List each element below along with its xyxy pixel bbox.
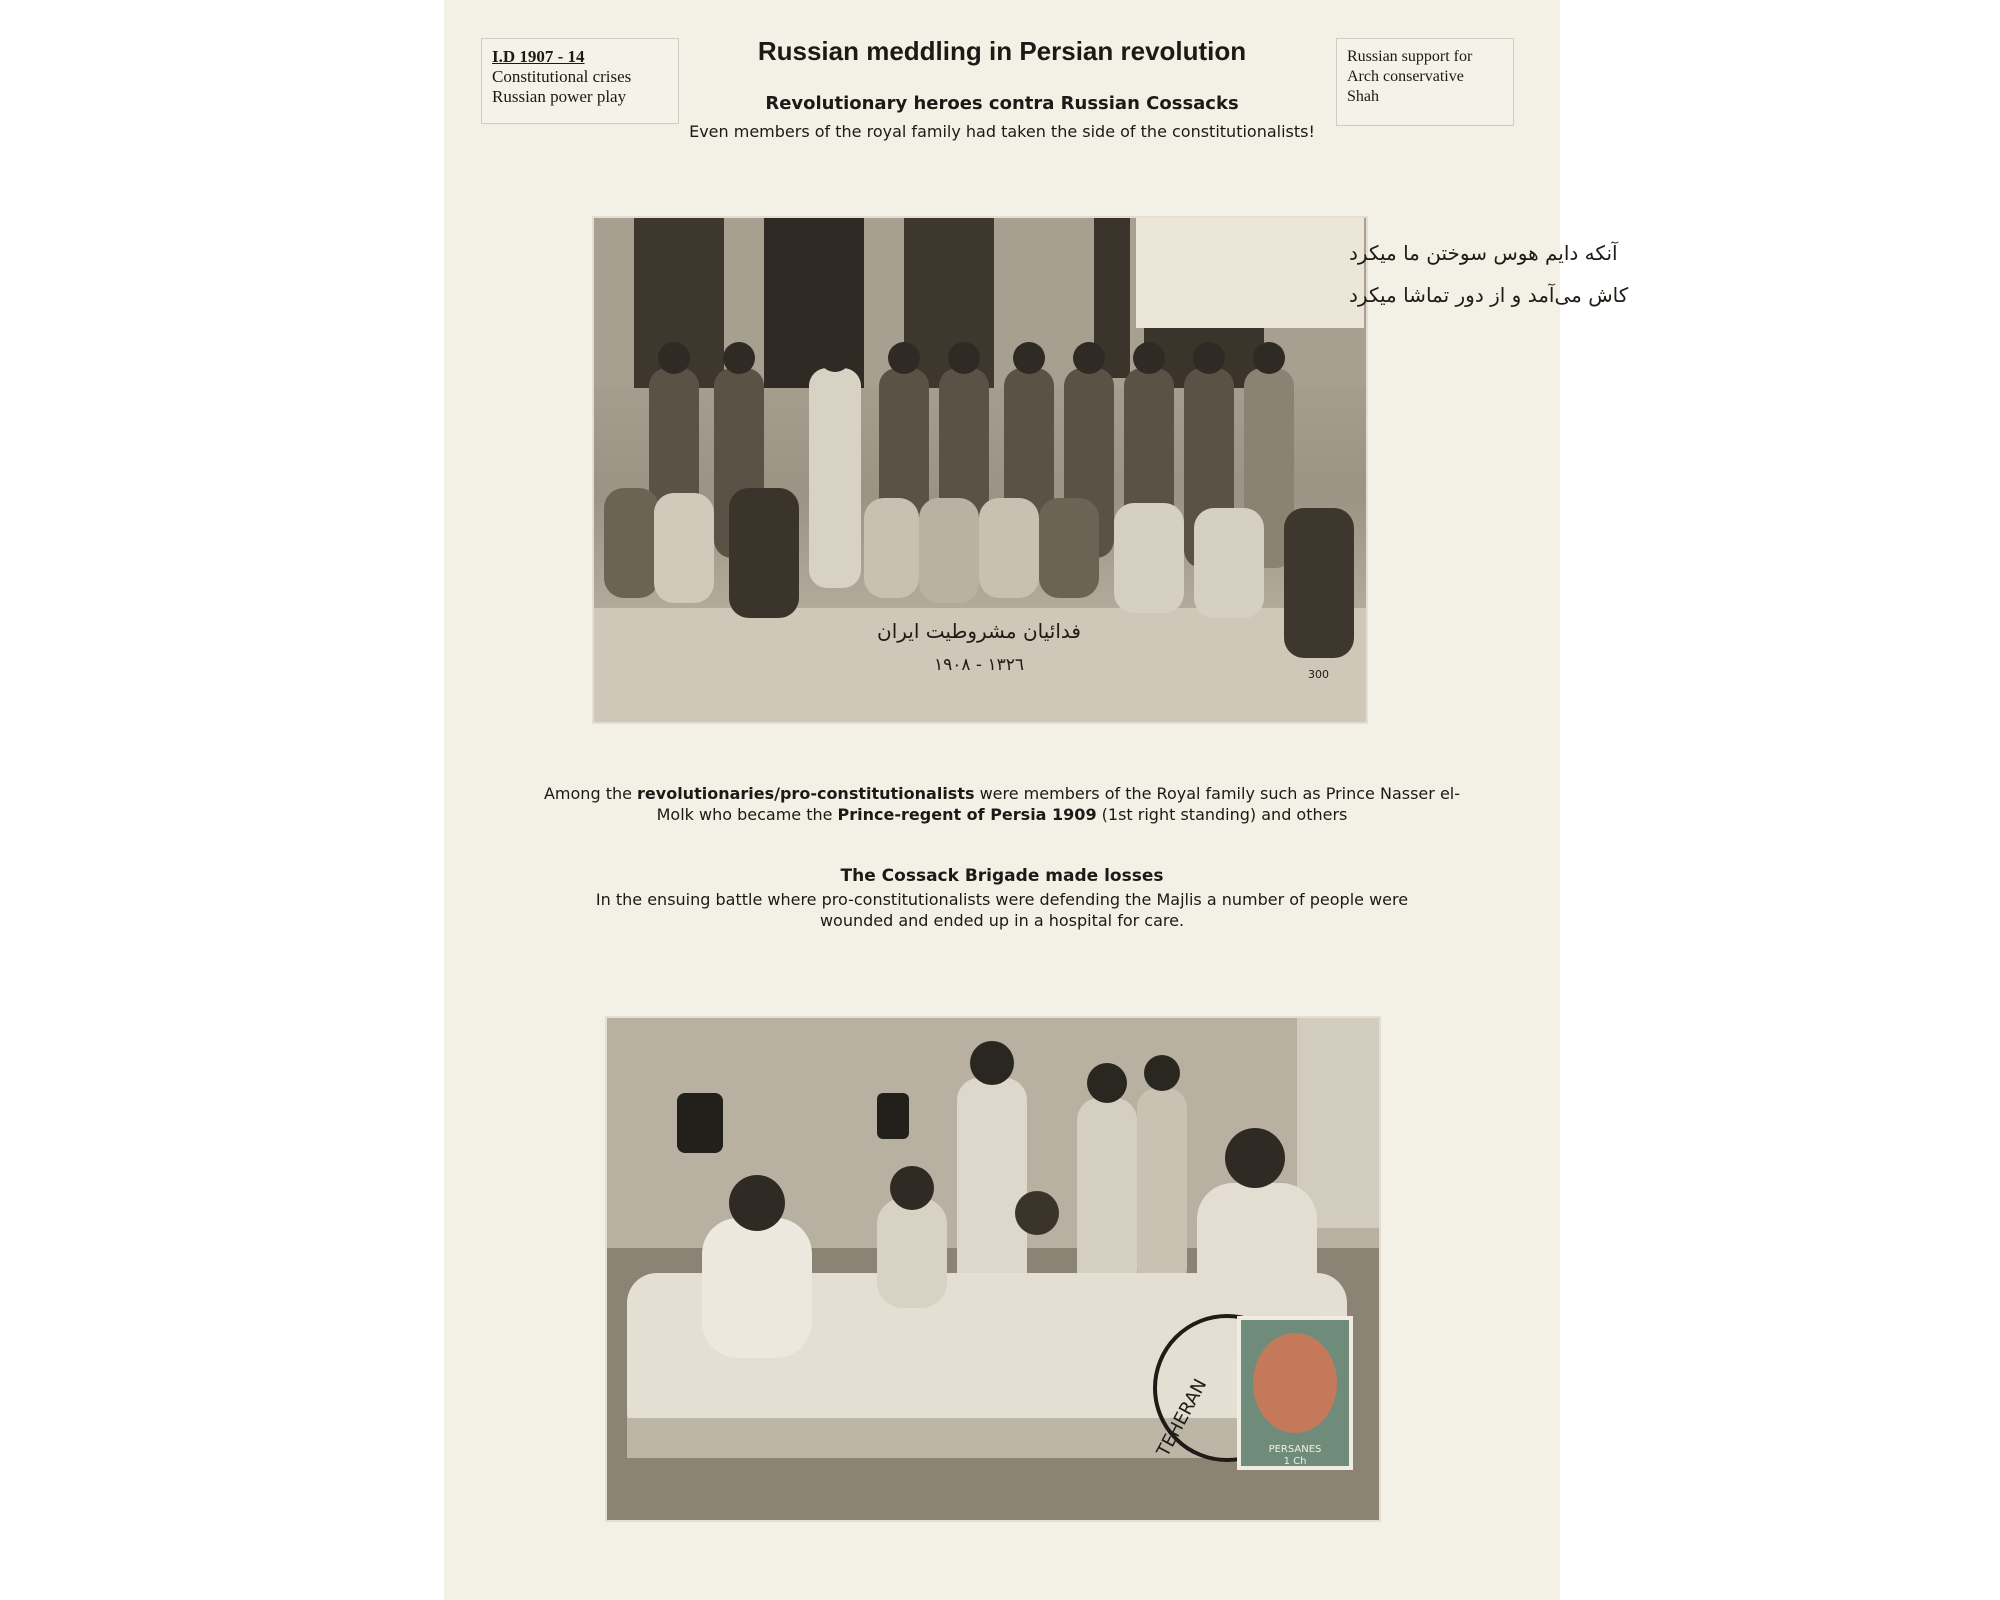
section2-line1 <box>444 783 1560 804</box>
revolutionaries-emphasis: revolutionaries/pro-constitutionalists <box>637 784 975 803</box>
id-topic-2: Russian power play <box>492 87 627 106</box>
photo-years: ١٣٢٦ - ١٩٠٨ <box>933 655 1025 675</box>
revolutionaries-photo <box>594 218 1629 722</box>
section3-heading: The Cossack Brigade made losses <box>840 866 1164 886</box>
section2-text-c: were members of the Royal family such as Prince Nasser el- <box>974 784 1460 803</box>
section2-text-a: Among the <box>543 784 638 803</box>
inscription-line-1: آنکه دایم هوس سوختن ما میکرد <box>1349 241 1618 265</box>
hospital-postcard <box>605 1016 1381 1522</box>
stamp-value: 1 Ch <box>1283 1456 1307 1467</box>
theme-line-3: Shah <box>1347 88 1379 105</box>
postcard-number: 300 <box>1308 668 1329 681</box>
id-label: I.D 1907 - 14 <box>492 47 585 66</box>
inscription-line-2: کاش می‌آمد و از دور تماشا میکرد <box>1349 283 1629 307</box>
page-title: Russian meddling in Persian revolution <box>757 36 1247 66</box>
section1-heading: Revolutionary heroes contra Russian Cossacks <box>765 93 1239 114</box>
section3-line2: wounded and ended up in a hospital for care. <box>819 911 1185 930</box>
album-page <box>444 0 1629 1600</box>
section2-text-f: (1st right standing) and others <box>1096 805 1348 824</box>
theme-line-2: Arch conservative <box>1347 68 1464 85</box>
theme-line-1: Russian support for <box>1347 48 1473 65</box>
photo-caption: فدائیان مشروطیت ایران <box>877 619 1081 643</box>
section3-line1: In the ensuing battle where pro-constitutionalists were defending the Majlis a number of people were <box>595 890 1409 909</box>
section2-line2 <box>444 804 1560 825</box>
id-topic-1: Constitutional crises <box>492 67 632 86</box>
stamp-country: PERSANES <box>1268 1444 1322 1455</box>
hospital-photo <box>607 1018 1379 1520</box>
section1-text: Even members of the royal family had taken the side of the constitutionalists! <box>689 122 1315 141</box>
section2-text-d: Molk who became the <box>656 805 838 824</box>
revolutionaries-postcard <box>592 216 1629 724</box>
postmark-text: TEHERAN <box>1152 1375 1212 1461</box>
prince-regent-emphasis: Prince-regent of Persia 1909 <box>837 805 1097 824</box>
